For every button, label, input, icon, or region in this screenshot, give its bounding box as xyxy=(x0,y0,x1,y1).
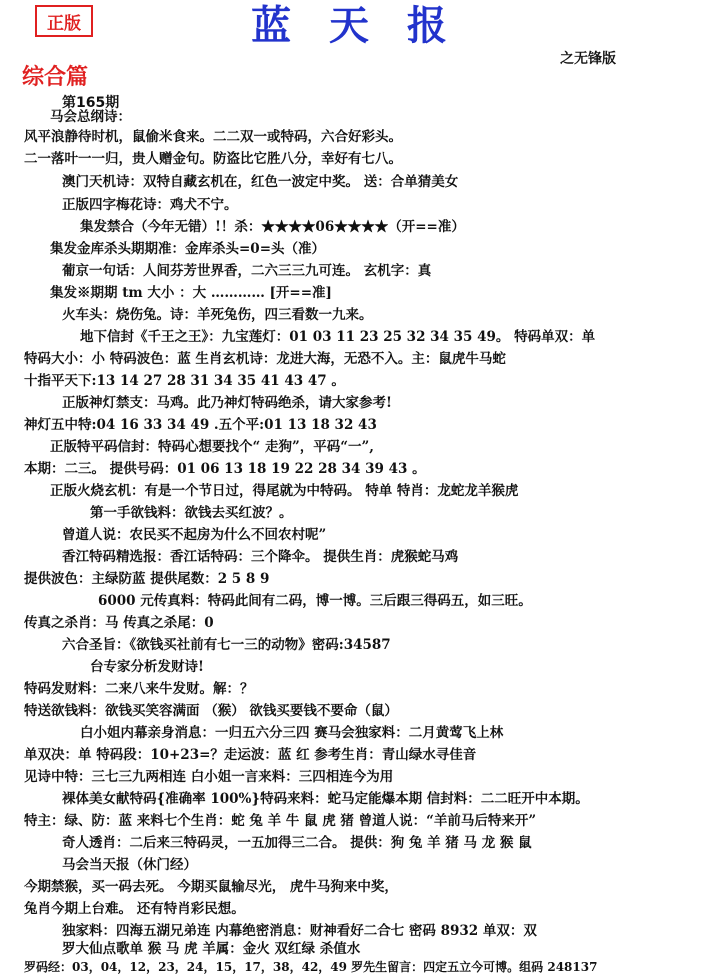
text-line: 第一手欲钱料：欲钱去买红波？。 xyxy=(90,505,293,521)
text-line: 正版四字梅花诗：鸡犬不宁。 xyxy=(62,197,238,213)
edition-label: 之无锋版 xyxy=(560,51,616,67)
text-line: 风平浪静待时机，鼠偷米食来。二二双一或特码，六合好彩头。 xyxy=(24,129,402,145)
text-line: 罗码经：03，04，12，23，24，15，17，38，42，49 罗先生留言：四定五立今可博。组码 248137 xyxy=(24,960,598,974)
text-line: 正版火烧玄机：有是一个节日过，得尾就为中特码。 特单 特肖：龙蛇龙羊猴虎 xyxy=(50,483,519,499)
text-line: 正版神灯禁支：马鸡。此乃神灯特码绝杀，请大家参考! xyxy=(62,395,392,411)
text-line: 地下信封《千王之王》：九宝莲灯：01 03 11 23 25 32 34 35 49。 特码单双：单 xyxy=(80,329,596,345)
text-line: 传真之杀肖：马 传真之杀尾：0 xyxy=(24,615,214,631)
text-line: 特送欲钱料：欲钱买笑容满面 （猴） 欲钱买要钱不要命（鼠） xyxy=(24,703,398,719)
text-line: 特主：绿、防：蓝 来料七个生肖：蛇 兔 羊 牛 鼠 虎 猪 曾道人说：“羊前马后特来开” xyxy=(24,813,537,829)
text-line: 提供波色：主绿防蓝 提供尾数：2 5 8 9 xyxy=(24,571,270,587)
text-line: 澳门天机诗：双特自藏玄机在，红色一波定中奖。 送：合单猜美女 xyxy=(62,174,459,190)
text-line: 特码大小：小 特码波色：蓝 生肖玄机诗：龙进大海，无恐不入。主：鼠虎牛马蛇 xyxy=(24,351,506,367)
text-line: 六合圣旨：《欲钱买社前有七一三的动物》密码:34587 xyxy=(62,637,391,653)
text-line: 奇人透肖：二后来三特码灵，一五加得三二合。 提供：狗 兔 羊 猪 马 龙 猴 鼠 xyxy=(62,835,532,851)
text-line: 见诗中特：三七三九两相连 白小姐一言来料：三四相连今为用 xyxy=(24,769,394,785)
text-line: 独家料：四海五湖兄弟连 内幕绝密消息：财神看好二合七 密码 8932 单双：双 xyxy=(62,923,537,939)
text-line: 本期：二三。 提供号码：01 06 13 18 19 22 28 34 39 43 。 xyxy=(24,461,426,477)
text-line: 马会总纲诗： xyxy=(50,109,131,125)
text-line: 集发禁合（今年无错）!！杀：★★★★06★★★★（开==准） xyxy=(80,219,465,235)
text-line: 十指平天下:13 14 27 28 31 34 35 41 43 47 。 xyxy=(24,373,345,389)
text-line: 裸体美女献特码{准确率 100%}特码来料：蛇马定能爆本期 信封料：二二旺开中本期。 xyxy=(62,791,589,807)
text-line: 白小姐内幕亲身消息：一归五六分三四 赛马会独家料：二月黄莺飞上林 xyxy=(80,725,504,741)
text-line: 神灯五中特:04 16 33 34 49 .五个平:01 13 18 32 43 xyxy=(24,417,377,433)
text-line: 集发※期期 tm 大小 ：大 ………… [开==准] xyxy=(50,285,332,301)
text-line: 集发金库杀头期期准：金库杀头=0=头（准） xyxy=(50,241,326,257)
newspaper-title: 蓝 天 报 xyxy=(251,2,459,49)
text-line: 二一落叶一一归，贵人赠金句。防盗比它胜八分，幸好有七八。 xyxy=(24,151,402,167)
text-line: 特码发财料：二来八来牛发财。解：？ xyxy=(24,681,254,697)
issue-number: 第165期 xyxy=(62,95,120,111)
text-line: 兔肖今期上台难。 还有特肖彩民想。 xyxy=(24,901,245,917)
text-line: 6000 元传真料：特码此间有二码，博一博。三后跟三得码五，如三旺。 xyxy=(98,593,532,609)
text-line: 火车头：烧伤兔。诗：羊死兔伤，四三看数一九来。 xyxy=(62,307,373,323)
section-title: 综合篇 xyxy=(22,65,89,90)
text-line: 马会当天报（休门经） xyxy=(62,857,197,873)
edition-stamp: 正版 xyxy=(35,5,93,37)
text-line: 台专家分析发财诗! xyxy=(90,659,204,675)
text-line: 今期禁猴，买一码去死。 今期买鼠输尽光， 虎牛马狗来中奖， xyxy=(24,879,398,895)
text-line: 葡京一句话：人间芬芳世界香，二六三三九可连。 玄机字：真 xyxy=(62,263,432,279)
text-line: 单双决：单 特码段：10+23=？走运波：蓝 红 参考生肖：青山绿水寻佳音 xyxy=(24,747,477,763)
text-line: 曾道人说：农民买不起房为什么不回农村呢” xyxy=(62,527,327,543)
text-line: 香江特码精选报：香江话特码：三个降伞。 提供生肖：虎猴蛇马鸡 xyxy=(62,549,459,565)
text-line: 罗大仙点歌单 猴 马 虎 羊属：金火 双红绿 杀值水 xyxy=(62,941,361,957)
text-line: 正版特平码信封：特码心想要找个“ 走狗”，平码“一”, xyxy=(50,439,374,455)
